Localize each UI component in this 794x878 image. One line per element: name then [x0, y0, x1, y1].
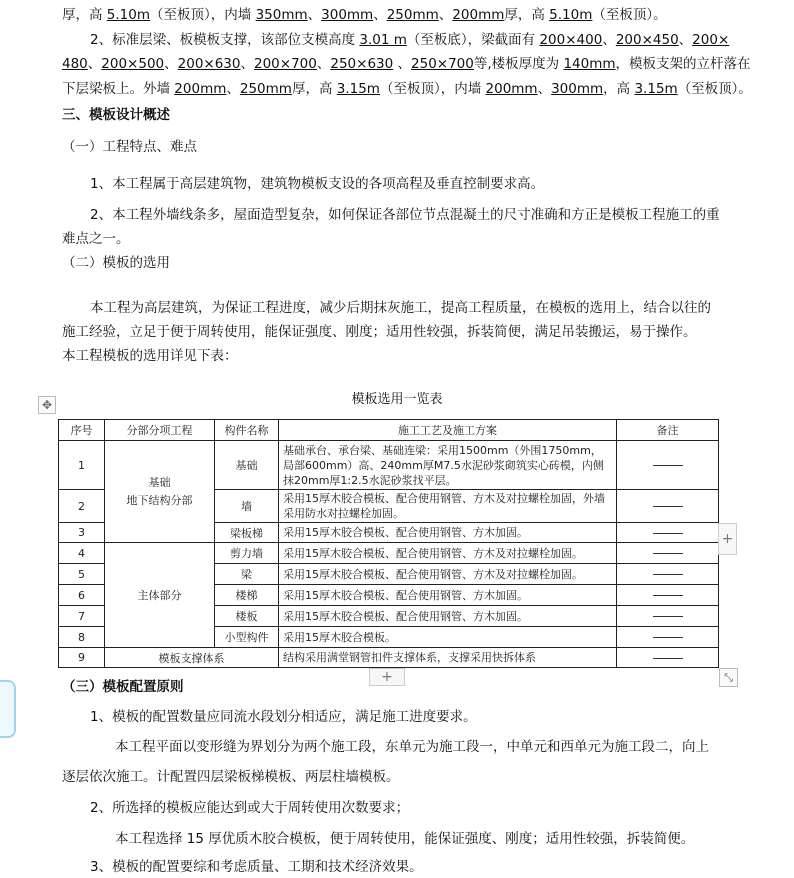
dash-mark: [653, 616, 683, 617]
value: 5.10m: [549, 7, 593, 23]
value: 250mm: [239, 81, 292, 97]
row-number: 3: [59, 523, 105, 543]
method-cell: 采用15厚木胶合模板、配合使用钢管、方木及对拉螺栓加固，外墙采用防水对拉螺栓加固。: [279, 490, 617, 523]
value: 200×400: [539, 32, 603, 48]
row-number: 4: [59, 543, 105, 564]
remark-cell: [617, 490, 719, 523]
component-name: 楼梯: [215, 585, 279, 606]
paragraph: 本工程平面以变形缝为界划分为两个施工段，东单元为施工段一，中单元和西单元为施工段二，向上: [115, 739, 709, 755]
paragraph: 1、本工程属于高层建筑物，建筑物模板支设的各项高程及垂直控制要求高。: [90, 176, 545, 192]
group-cell: 基础 地下结构分部: [105, 441, 215, 543]
section-heading: 三、模板设计概述: [62, 107, 170, 123]
value: 200×500: [101, 56, 165, 72]
paragraph: 2、本工程外墙线条多，屋面造型复杂，如何保证各部位节点混凝土的尺寸准确和方正是模板工程施工的重: [90, 207, 720, 223]
para-line-2: 2、标准层梁、板模板支撑，该部位支模高度 3.01 m（至板底），梁截面有 200×400、200×450、200×: [90, 32, 730, 48]
row-number: 1: [59, 441, 105, 490]
component-name: 模板支撑体系: [105, 648, 279, 668]
add-column-button[interactable]: +: [718, 523, 737, 555]
subheading: （二）模板的选用: [62, 255, 170, 271]
component-name: 剪力墙: [215, 543, 279, 564]
paragraph: 本工程选择 15 厚优质木胶合模板，便于周转使用，能保证强度、刚度；适用性较强，拆装简便。: [115, 831, 695, 847]
remark-cell: [617, 523, 719, 543]
method-cell: 采用15厚木胶合模板、配合使用钢管、方木及对拉螺栓加固。: [279, 564, 617, 585]
table-header-row: [59, 420, 719, 441]
paragraph: 施工经验，立足于便于周转使用，能保证强度、刚度；适用性较强，拆装简便，满足吊装搬运，易于操作。: [62, 324, 697, 340]
component-name: 梁板梯: [215, 523, 279, 543]
component-name: 墙: [215, 490, 279, 523]
table-row: [59, 648, 719, 668]
component-name: 基础: [215, 441, 279, 490]
remark-cell: [617, 627, 719, 648]
value: 200×630: [177, 56, 241, 72]
value: 250×630: [330, 56, 394, 72]
value: 250mm: [386, 7, 439, 23]
para-line-4: 下层梁板上。外墙 200mm、250mm厚，高 3.15m（至板顶），内墙 200mm、300mm，高 3.15m（至板顶）。: [62, 81, 752, 97]
row-number: 6: [59, 585, 105, 606]
table-move-icon[interactable]: ✥: [38, 396, 56, 414]
value: 200×450: [615, 32, 679, 48]
row-number: 8: [59, 627, 105, 648]
method-cell: 结构采用满堂钢管扣件支撑体系，支撑采用快拆体系: [279, 648, 617, 668]
dash-mark: [653, 574, 683, 575]
paragraph: 1、模板的配置数量应同流水段划分相适应，满足施工进度要求。: [90, 709, 477, 725]
side-panel-tab[interactable]: [0, 680, 16, 738]
header-cell: 分部分项工程: [105, 420, 215, 441]
remark-cell: [617, 648, 719, 668]
value: 350mm: [255, 7, 308, 23]
dash-mark: [653, 506, 683, 507]
header-cell: 施工工艺及施工方案: [279, 420, 617, 441]
component-name: 小型构件: [215, 627, 279, 648]
row-number: 7: [59, 606, 105, 627]
dash-mark: [653, 595, 683, 596]
component-name: 梁: [215, 564, 279, 585]
component-name: 楼板: [215, 606, 279, 627]
row-number: 9: [59, 648, 105, 668]
value: 300mm: [321, 7, 374, 23]
subheading: （三）模板配置原则: [62, 679, 184, 695]
dash-mark: [653, 658, 683, 659]
dash-mark: [653, 533, 683, 534]
paragraph: 难点之一。: [62, 231, 130, 247]
remark-cell: [617, 606, 719, 627]
method-cell: 采用15厚木胶合模板、配合使用钢管、方木加固。: [279, 606, 617, 627]
paragraph: 3、模板的配置要综和考虑质量、工期和技术经济效果。: [90, 859, 423, 875]
header-cell: 备注: [617, 420, 719, 441]
value: 250×700: [411, 56, 474, 72]
paragraph: 本工程模板的选用详见下表：: [62, 348, 238, 364]
table-row: [59, 543, 719, 564]
dash-mark: [653, 465, 683, 466]
row-number: 2: [59, 490, 105, 523]
method-cell: 采用15厚木胶合模板、配合使用钢管、方木加固。: [279, 523, 617, 543]
table-resize-icon[interactable]: ⤡: [719, 668, 738, 687]
add-row-button[interactable]: +: [369, 668, 405, 686]
row-number: 5: [59, 564, 105, 585]
subheading: （一）工程特点、难点: [62, 139, 197, 155]
method-cell: 采用15厚木胶合模板。: [279, 627, 617, 648]
value: 3.15m: [336, 81, 380, 97]
paragraph: 本工程为高层建筑，为保证工程进度，减少后期抹灰施工，提高工程质量，在模板的选用上，结合以往的: [90, 300, 711, 316]
method-cell: 采用15厚木胶合模板、配合使用钢管、方木及对拉螺栓加固。: [279, 543, 617, 564]
para-line-1: 厚，高 5.10m（至板顶），内墙 350mm、300mm、250mm、200mm厚，高 5.10m（至板顶）。: [62, 7, 667, 23]
paragraph: 2、所选择的模板应能达到或大于周转使用次数要求；: [90, 800, 410, 816]
remark-cell: [617, 441, 719, 490]
value: 3.01 m: [359, 32, 407, 48]
remark-cell: [617, 564, 719, 585]
value: 3.15m: [634, 81, 678, 97]
table-caption: 模板选用一览表: [351, 392, 443, 407]
header-cell: 构件名称: [215, 420, 279, 441]
group-cell: 主体部分: [105, 543, 215, 648]
method-cell: 基础承台、承台梁、基础连梁：采用1500mm（外围1750mm，局部600mm）高、240mm厚M7.5水泥砂浆砌筑实心砖模，内侧抹20mm厚1:2.5水泥砂浆找平层。: [279, 441, 617, 490]
paragraph: 逐层依次施工。计配置四层梁板梯模板、两层柱墙模板。: [62, 769, 400, 785]
value: 5.10m: [106, 7, 151, 23]
formwork-table: [58, 419, 719, 668]
value: 480: [62, 56, 88, 72]
value: 200mm: [485, 81, 538, 97]
table-row: [59, 441, 719, 490]
value: 200mm: [174, 81, 227, 97]
value: 200×700: [254, 56, 317, 72]
header-cell: 序号: [59, 420, 105, 441]
value: 200×: [692, 32, 730, 48]
dash-mark: [653, 637, 683, 638]
value: 140mm: [563, 56, 616, 72]
value: 300mm: [551, 81, 604, 97]
method-cell: 采用15厚木胶合模板、配合使用钢管、方木加固。: [279, 585, 617, 606]
para-line-3: 480、200×500、200×630、200×700、250×630 、250×700等,楼板厚度为 140mm，模板支架的立杆落在: [62, 56, 751, 72]
remark-cell: [617, 585, 719, 606]
value: 200mm: [452, 7, 505, 23]
remark-cell: [617, 543, 719, 564]
dash-mark: [653, 553, 683, 554]
